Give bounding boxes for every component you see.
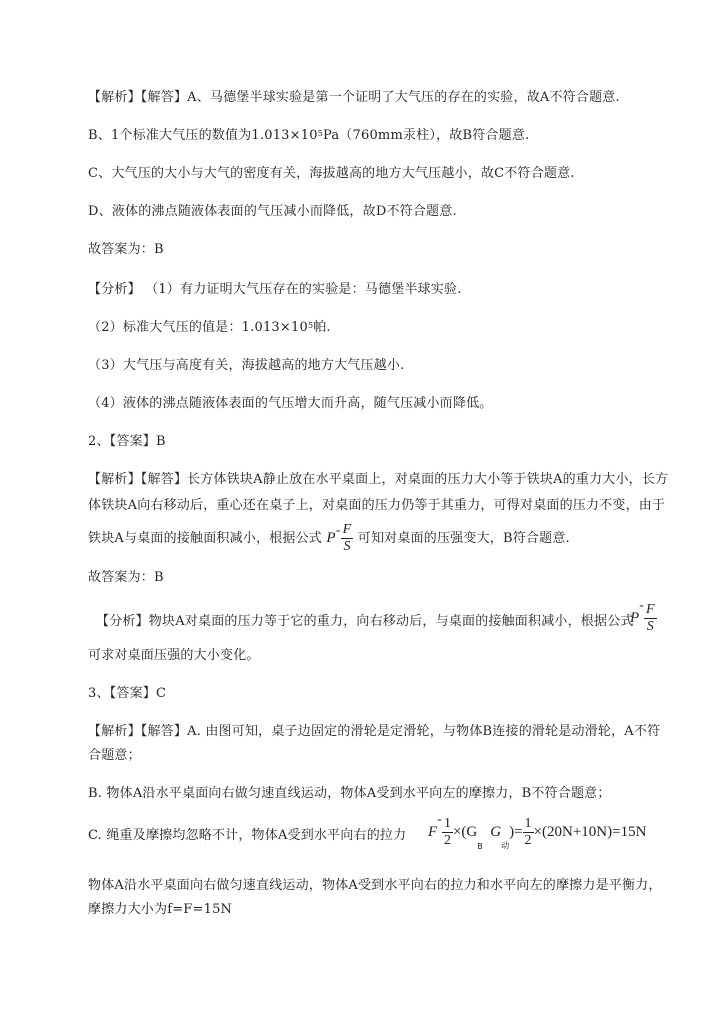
q2-fenxi-formula-eq: ⁼ (639, 602, 644, 612)
q2-jiexi-2: 体铁块A向右移动后，重心还在桌子上，对桌面的压力仍等于其重力，可得对桌面的压力不变，由于 (88, 498, 666, 513)
q3-formula-mid: ×(G (452, 823, 478, 840)
q2-jiexi-1: 【解析】【解答】长方体铁块A静止放在水平桌面上，对桌面的压力大小等于铁块A的重力大小，长方 (88, 472, 669, 487)
q3-formula-half-1 (442, 816, 453, 849)
q3-last-1: 物体A沿水平桌面向右做匀速直线运动，物体A受到水平向右的拉力和水平向左的摩擦力是平衡力， (88, 878, 662, 893)
q2-formula-eq: ⁼ (335, 527, 341, 537)
q2-fenxi-formula-p: P (630, 609, 640, 626)
q2-fenxi-formula-num: F (645, 602, 655, 617)
q1-option-d: D、液体的沸点随液体表面的气压减小而降低，故D不符合题意. (88, 204, 457, 219)
q2-jiexi-3-prefix: 铁块A与桌面的接触面积减小，根据公式 (88, 531, 322, 546)
q3-half-num-2: 1 (524, 816, 532, 831)
q3-tension-formula (428, 816, 646, 849)
q3-formula-sub2: 动 (501, 841, 510, 850)
q1-fenxi-2-prefix: （2）标准大气压的值是：1.013×10 (88, 320, 308, 335)
q2-fenxi-2: 可求对桌面压强的大小变化。 (88, 648, 260, 663)
q1-fenxi-3: （3）大气压与高度有关，海拔越高的地方大气压越小. (88, 358, 405, 373)
q1-fenxi-2-exponent: 5 (307, 321, 314, 330)
q1-option-b (88, 126, 529, 146)
q1-fenxi-2-suffix: 帕. (313, 320, 331, 335)
q3-option-b: B. 物体A沿水平桌面向右做匀速直线运动，物体A受到水平向左的摩擦力，B不符合题意； (88, 786, 611, 801)
q3-header: 3、【答案】C (88, 686, 167, 701)
q2-jiexi-3-suffix: 可知对桌面的压强变大，B符合题意. (357, 531, 570, 546)
q1-fenxi-4: （4）液体的沸点随液体表面的气压增大而升高，随气压减小而降低。 (88, 396, 493, 411)
q2-formula-p: P (326, 529, 336, 546)
q2-header: 2、【答案】B (88, 434, 166, 449)
q3-half-den-2: 2 (524, 833, 532, 848)
q2-fenxi-1: 【分析】物块A对桌面的压力等于它的重力，向右移动后，与桌面的接触面积减小，根据公式 (96, 614, 634, 629)
q1-analysis-a: 【解析】【解答】A、马德堡半球实验是第一个证明了大气压的存在的实验，故A不符合题意. (88, 90, 620, 105)
q3-half-den-1: 2 (443, 833, 451, 848)
q2-fenxi-formula-fraction (644, 602, 657, 635)
q3-formula-sub1: B (477, 842, 483, 851)
q2-formula-num: F (342, 522, 352, 537)
q1-fenxi-1: 【分析】 （1）有力证明大气压存在的实验是：马德堡半球实验. (88, 282, 462, 297)
q1-answer: 故答案为：B (88, 242, 164, 257)
q2-formula-fraction (341, 522, 354, 555)
q3-formula-eq: )= (509, 823, 523, 840)
q2-jiexi-3 (88, 522, 570, 555)
q3-formula-eq-symbol: ⁼ (437, 816, 442, 826)
q1-fenxi-2 (88, 318, 331, 338)
q3-jiexi-1: 【解析】【解答】A. 由图可知，桌子边固定的滑轮是定滑轮，与物体B连接的滑轮是动滑轮，A不符 (88, 724, 661, 739)
q3-last-2: 摩擦力大小为f=F=15N (88, 902, 233, 917)
q1-option-c: C、大气压的大小与大气的密度有关，海拔越高的地方大气压越小，故C不符合题意. (88, 166, 575, 181)
q2-fenxi-formula (630, 602, 657, 635)
q2-pressure-formula (326, 522, 353, 555)
q2-fenxi-formula-den: S (646, 619, 654, 634)
q3-option-c: C. 绳重及摩擦均忽略不计，物体A受到水平向右的拉力 (88, 828, 407, 843)
q1-b-suffix: Pa（760mm汞柱），故B符合题意. (322, 128, 530, 143)
q2-answer: 故答案为：B (88, 570, 164, 585)
q2-formula-den: S (343, 539, 351, 554)
q3-formula-half-2 (523, 816, 534, 849)
q1-b-prefix: B、1个标准大气压的数值为1.013×10 (88, 128, 318, 143)
q3-formula-f: F (428, 823, 438, 840)
q3-half-num-1: 1 (443, 816, 451, 831)
q3-formula-g2: G (490, 823, 502, 840)
q3-jiexi-2: 合题意； (88, 748, 141, 763)
q3-formula-tail: ×(20N+10N)=15N (533, 823, 647, 840)
q1-b-exponent: 5 (317, 129, 323, 138)
